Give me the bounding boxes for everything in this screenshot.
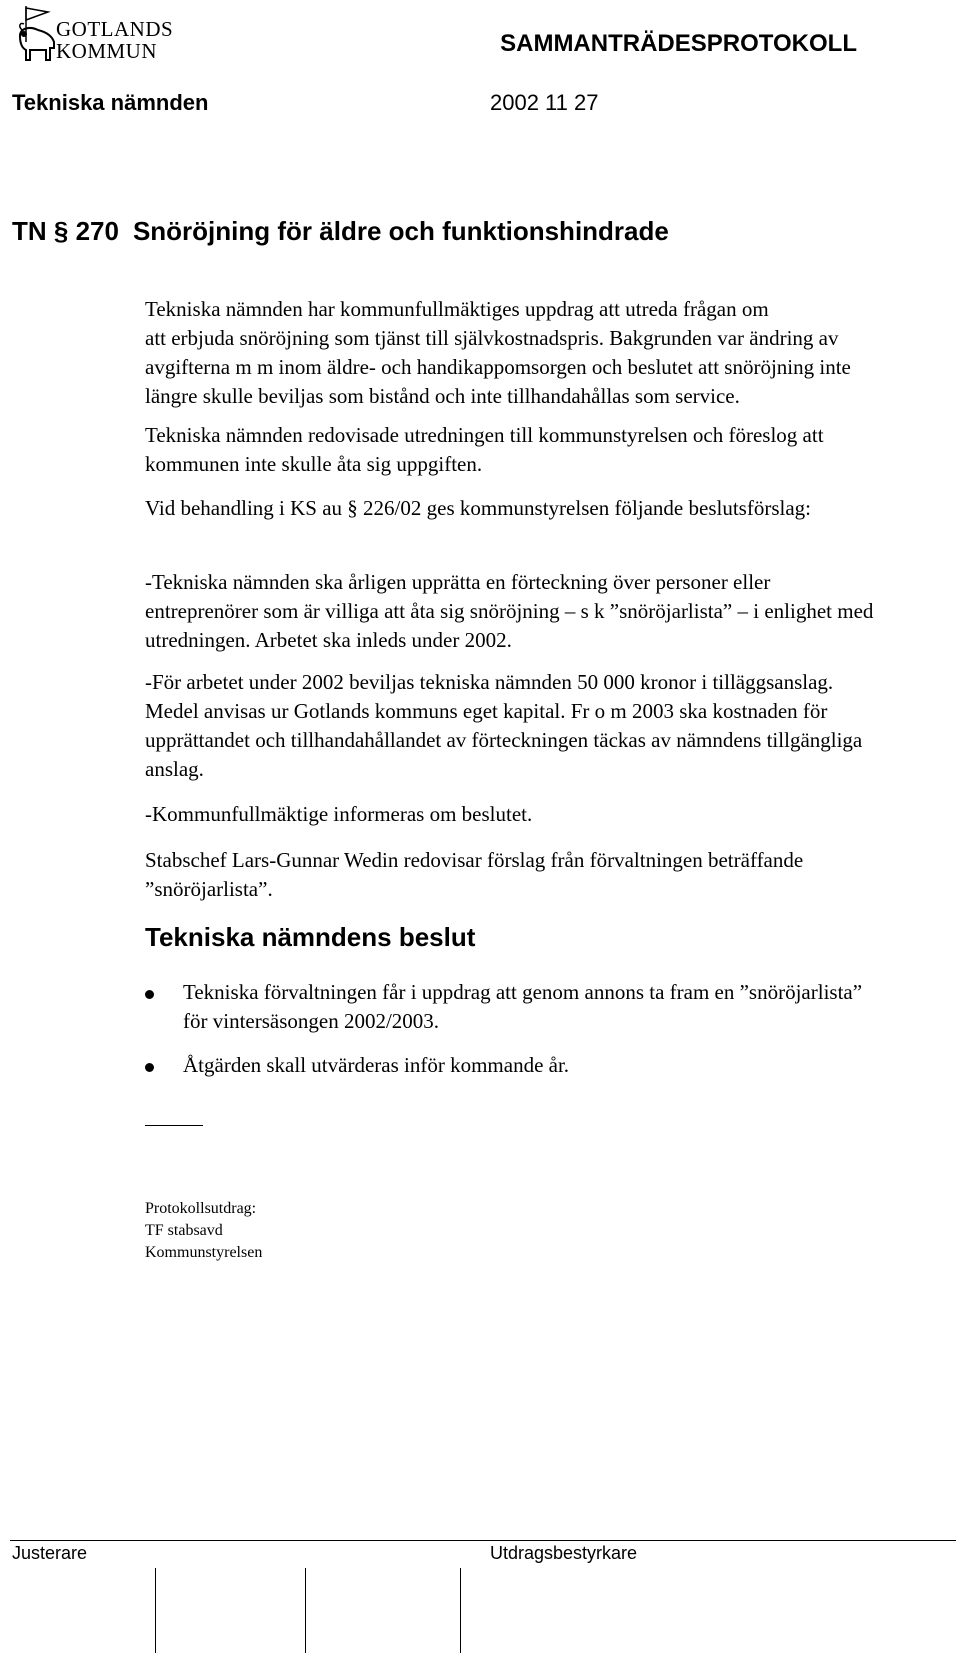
logo-line-2: KOMMUN — [56, 39, 158, 63]
decision-item-text: Åtgärden skall utvärderas inför kommande år. — [183, 1053, 570, 1077]
decision-list — [145, 978, 885, 1095]
paragraph-presentation — [145, 846, 885, 904]
list-item — [145, 1051, 885, 1080]
paragraph-ks-proposal — [145, 494, 885, 523]
footer-utdragsbestyrkare-label: Utdragsbestyrkare — [490, 1543, 638, 1563]
signature-field-divider — [460, 1568, 461, 1653]
paragraph-presentation-text: Stabschef Lars-Gunnar Wedin redovisar förslag från förvaltningen beträffande ”snöröjarlista”. — [145, 848, 804, 901]
paragraph-report-text: Tekniska nämnden redovisade utredningen till kommunstyrelsen och föreslog att kommunen inte skulle åta sig uppgiften. — [145, 423, 824, 476]
footer-divider — [10, 1540, 956, 1541]
committee-name: Tekniska nämnden — [12, 90, 209, 115]
section-heading — [12, 216, 669, 247]
logo-wordmark — [56, 18, 173, 62]
distribution-list — [145, 1198, 262, 1264]
bullet-icon — [145, 1063, 154, 1072]
list-item — [145, 978, 885, 1036]
paragraph-proposal-inform — [145, 800, 885, 829]
paragraph-proposal-funding — [145, 668, 885, 784]
paragraph-background-line1: Tekniska nämnden har kommunfullmäktiges uppdrag att utreda frågan om — [145, 297, 769, 321]
distribution-recipient: Kommunstyrelsen — [145, 1244, 263, 1261]
paragraph-report — [145, 421, 885, 479]
section-title: Snöröjning för äldre och funktionshindrade — [132, 216, 669, 246]
paragraph-proposal-inform-text: -Kommunfullmäktige informeras om beslutet. — [145, 802, 533, 826]
paragraph-proposal-list-text: -Tekniska nämnden ska årligen upprätta en förteckning över personer eller entreprenörer som är villiga att åta sig snöröjning – s k ”snöröjarlista” – i enlighet med utredningen. Arbetet ska inleds under 2002. — [145, 570, 874, 652]
document-type: SAMMANTRÄDESPROTOKOLL — [500, 30, 857, 57]
meeting-date: 2002 11 27 — [490, 90, 599, 115]
paragraph-proposal-funding-text: -För arbetet under 2002 beviljas tekniska nämnden 50 000 kronor i tilläggsanslag. Medel anvisas ur Gotlands kommuns eget kapital. Fr o m 2003 ska kostnaden för upprättandet och tillhandahållandet av förteckningen täckas av nämndens tillgängliga anslag. — [145, 670, 863, 781]
distribution-label: Protokollsutdrag: — [145, 1200, 257, 1217]
footer-justerare-label: Justerare — [12, 1543, 88, 1563]
divider — [145, 1125, 203, 1126]
distribution-recipient: TF stabsavd — [145, 1222, 223, 1239]
paragraph-background — [145, 266, 885, 411]
paragraph-ks-proposal-text: Vid behandling i KS au § 226/02 ges kommunstyrelsen följande beslutsförslag: — [145, 496, 811, 520]
bullet-icon — [145, 990, 154, 999]
paragraph-proposal-list — [145, 568, 885, 655]
section-number: TN § 270 — [12, 216, 119, 246]
logo-line-1: GOTLANDS — [56, 17, 174, 41]
decision-item-text: Tekniska förvaltningen får i uppdrag att genom annons ta fram en ”snöröjarlista” för vintersäsongen 2002/2003. — [183, 980, 863, 1033]
signature-field-divider — [305, 1568, 306, 1653]
paragraph-background-rest: att erbjuda snöröjning som tjänst till självkostnadspris. Bakgrunden var ändring av avgifterna m m inom äldre- och handikappomsorgen och beslutet att snöröjning inte längre skulle beviljas som bistånd och inte tillhandahållas som service. — [145, 326, 851, 408]
signature-field-divider — [155, 1568, 156, 1653]
decision-heading: Tekniska nämndens beslut — [145, 922, 476, 952]
